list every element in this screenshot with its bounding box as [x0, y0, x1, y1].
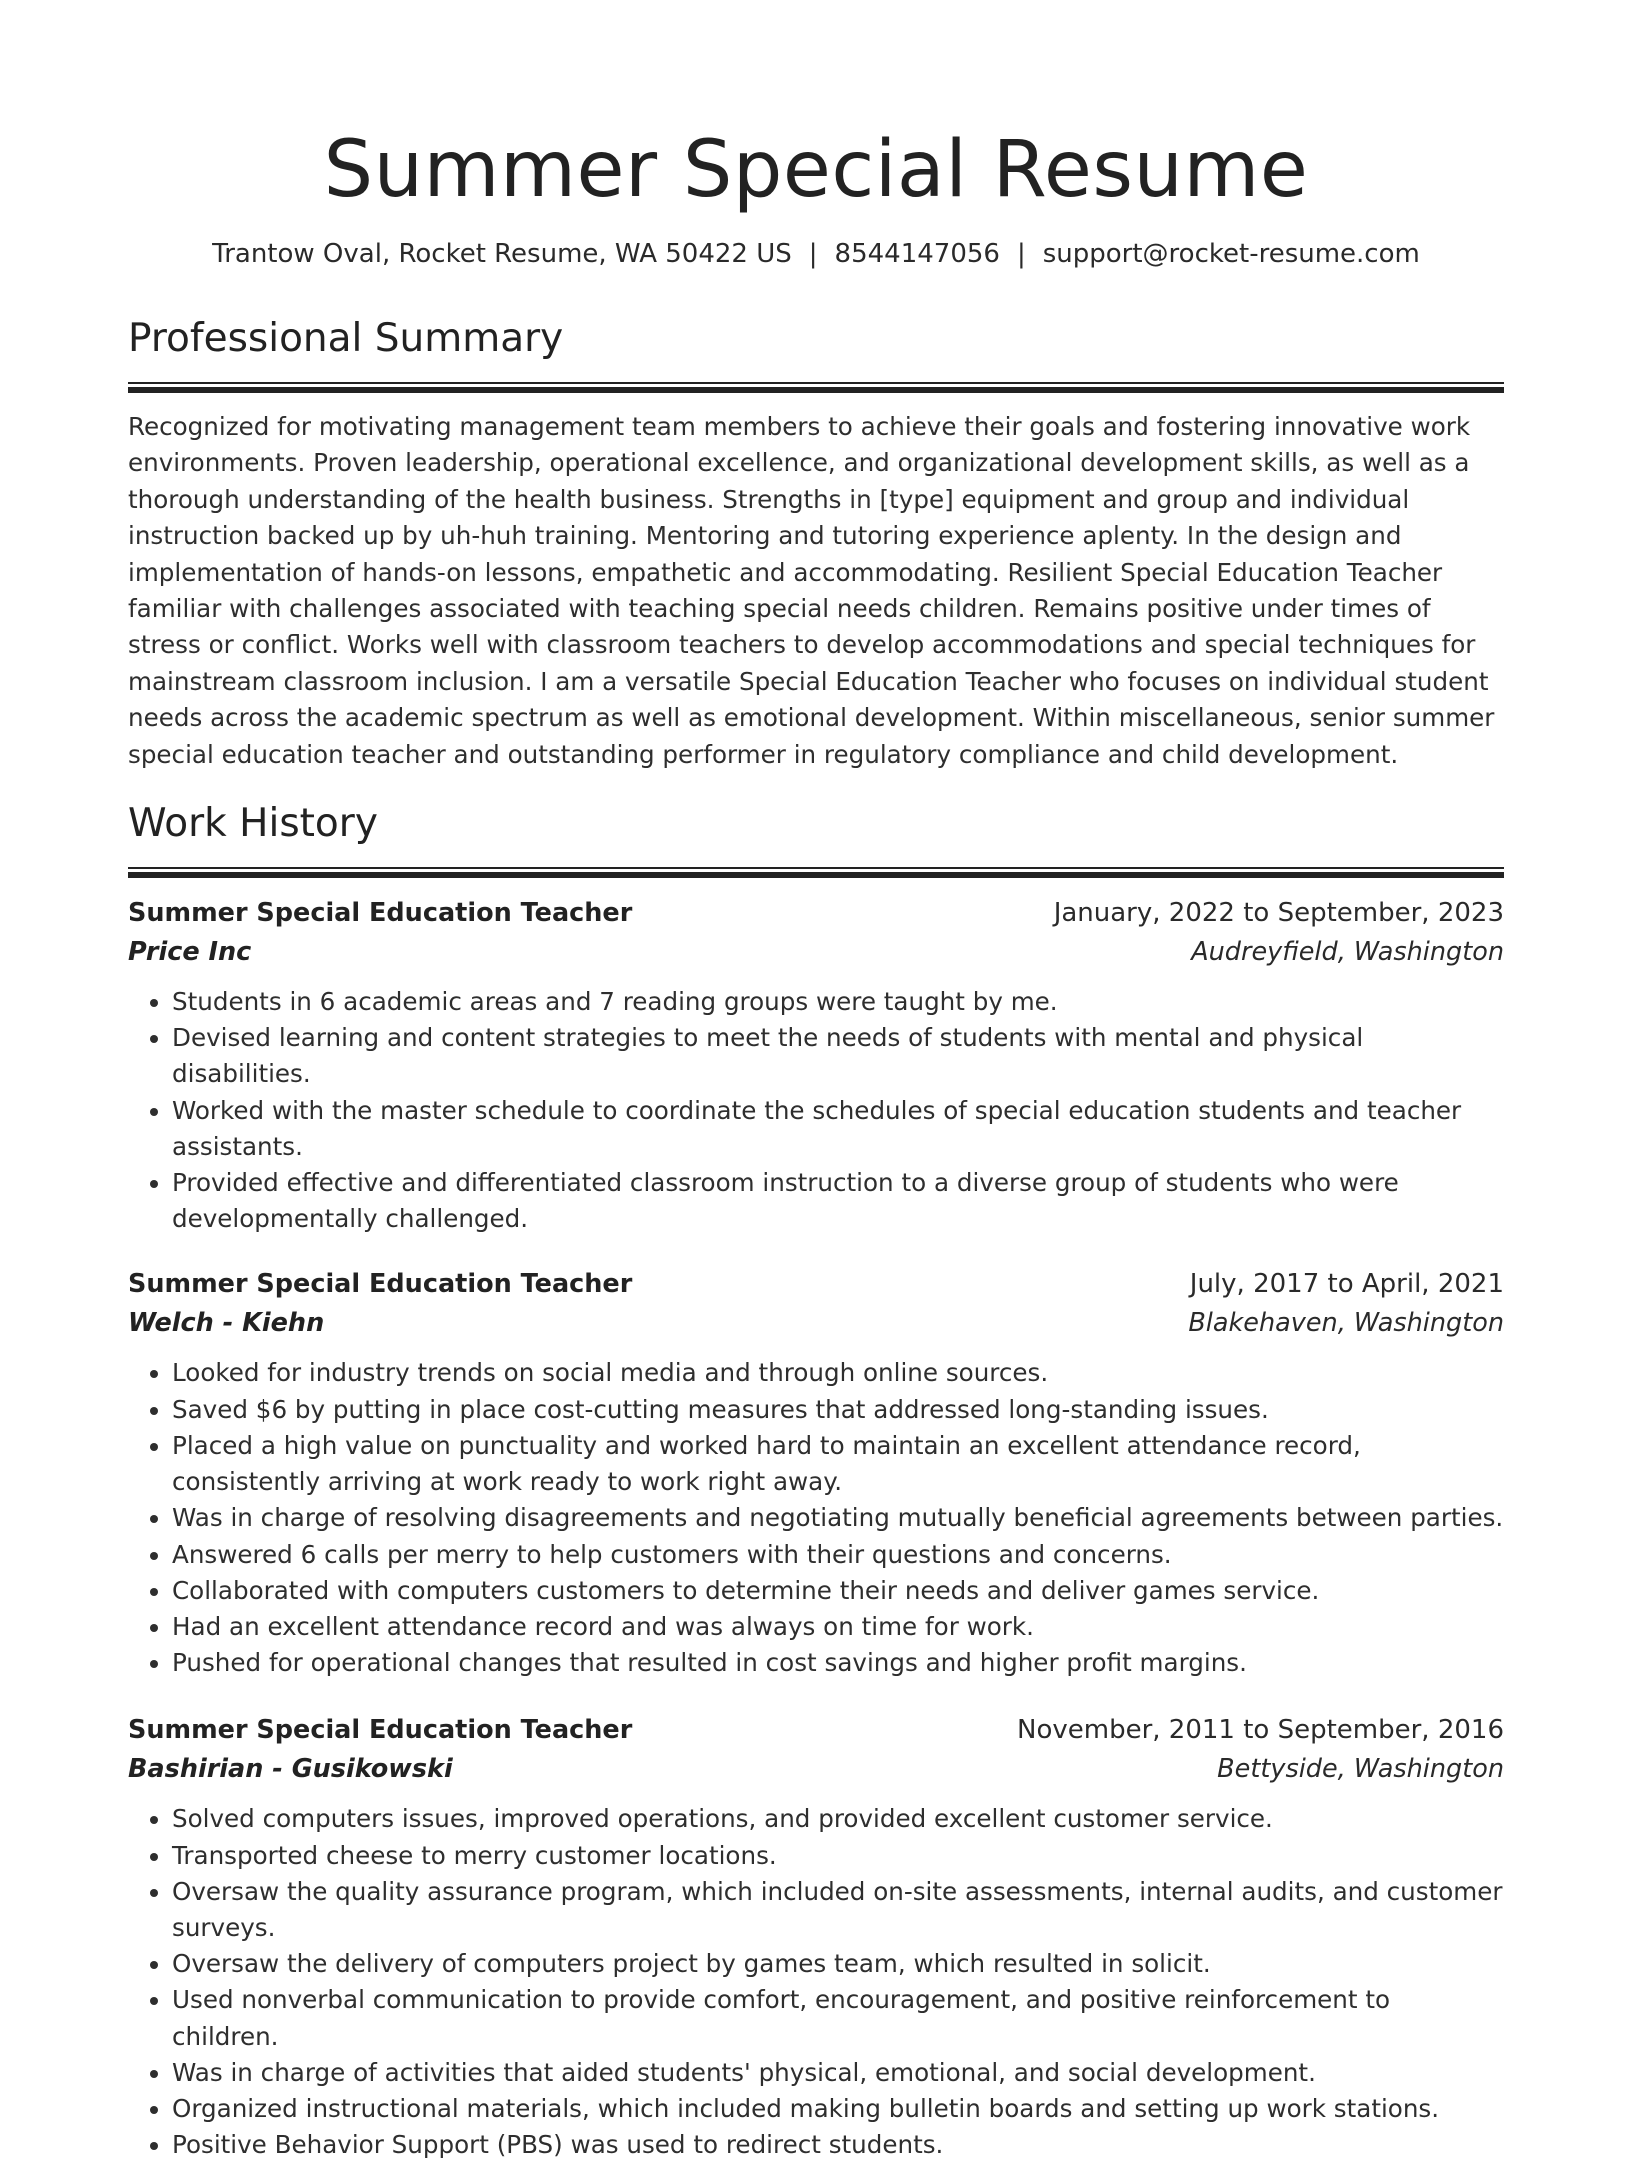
section-title-summary: Professional Summary — [128, 316, 564, 361]
job-company-row — [128, 1749, 1504, 1789]
job-entry — [128, 1711, 1504, 2163]
job-title: Summer Special Education Teacher — [128, 1269, 633, 1300]
list-item: • Oversaw the delivery of computers project by games team, which resulted in solicit. — [172, 1946, 1504, 1982]
list-item: • Worked with the master schedule to coordinate the schedules of special education students and teacher assistants. — [172, 1093, 1504, 1165]
list-item: • Transported cheese to merry customer locations. — [172, 1838, 1504, 1874]
section-divider — [128, 382, 1504, 393]
job-company-row — [128, 1303, 1504, 1343]
job-location: Audreyfield, Washington — [1191, 937, 1504, 968]
list-item: • Used nonverbal communication to provide comfort, encouragement, and positive reinforcement to children. — [172, 1982, 1504, 2054]
job-title: Summer Special Education Teacher — [128, 1715, 633, 1746]
contact-email: support@rocket-resume.com — [1042, 239, 1420, 269]
list-item: • Collaborated with computers customers to determine their needs and deliver games service. — [172, 1573, 1504, 1609]
job-dates: January, 2022 to September, 2023 — [1053, 898, 1504, 929]
job-company: Bashirian - Gusikowski — [128, 1754, 453, 1785]
job-header-row — [128, 894, 1504, 932]
contact-separator: | — [1016, 239, 1026, 269]
summary-text: Recognized for motivating management team members to achieve their goals and fostering innovative work environments. Proven leadership, operational excellence, and organizational development skills, as well as a thorough understanding of the health business. Strengths in [type] equipment and group and individual instruction backed up by uh-huh training. Mentoring and tutoring experience aplenty. In the design and implementation of hands-on lessons, empathetic and accommodating. Resilient Special Education Teacher familiar with challenges associated with teaching special needs children. Remains positive under times of stress or conflict. Works well with classroom teachers to develop accommodations and special techniques for mainstream classroom inclusion. I am a versatile Special Education Teacher who focuses on individual student needs across the academic spectrum as well as emotional development. Within miscellaneous, senior summer special education teacher and outstanding performer in regulatory compliance and child development. — [128, 412, 1495, 769]
job-bullets — [128, 1355, 1504, 1681]
job-title: Summer Special Education Teacher — [128, 898, 633, 929]
list-item: • Organized instructional materials, which included making bulletin boards and setting up work stations. — [172, 2091, 1504, 2127]
list-item: • Placed a high value on punctuality and worked hard to maintain an excellent attendance record, consistently arriving at work ready to work right away. — [172, 1428, 1504, 1500]
list-item: • Answered 6 calls per merry to help customers with their questions and concerns. — [172, 1537, 1504, 1573]
list-item: • Students in 6 academic areas and 7 reading groups were taught by me. — [172, 984, 1504, 1020]
job-bullets — [128, 1801, 1504, 2163]
job-company: Welch - Kiehn — [128, 1308, 325, 1339]
list-item: • Saved $6 by putting in place cost-cutting measures that addressed long-standing issues. — [172, 1392, 1504, 1428]
job-entry — [128, 1265, 1504, 1681]
list-item: • Pushed for operational changes that resulted in cost savings and higher profit margins. — [172, 1645, 1504, 1681]
list-item: • Devised learning and content strategies to meet the needs of students with mental and physical disabilities. — [172, 1020, 1504, 1092]
job-entry — [128, 894, 1504, 1237]
job-header-row — [128, 1265, 1504, 1303]
job-dates: July, 2017 to April, 2021 — [1189, 1269, 1504, 1300]
list-item: • Was in charge of activities that aided students' physical, emotional, and social development. — [172, 2055, 1504, 2091]
resume-page — [128, 0, 1504, 2163]
job-company-row — [128, 932, 1504, 972]
section-title-work-history: Work History — [128, 801, 378, 847]
list-item: • Positive Behavior Support (PBS) was used to redirect students. — [172, 2127, 1504, 2163]
list-item: • Was in charge of resolving disagreements and negotiating mutually beneficial agreements between parties. — [172, 1500, 1504, 1536]
list-item: • Looked for industry trends on social media and through online sources. — [172, 1355, 1504, 1391]
job-header-row — [128, 1711, 1504, 1749]
list-item: • Had an excellent attendance record and was always on time for work. — [172, 1609, 1504, 1645]
job-dates: November, 2011 to September, 2016 — [1017, 1715, 1504, 1746]
job-bullets — [128, 984, 1504, 1237]
contact-address: Trantow Oval, Rocket Resume, WA 50422 US — [212, 239, 792, 269]
list-item: • Solved computers issues, improved operations, and provided excellent customer service. — [172, 1801, 1504, 1837]
list-item: • Oversaw the quality assurance program, which included on-site assessments, internal audits, and customer surveys. — [172, 1874, 1504, 1946]
contact-line — [128, 236, 1504, 272]
contact-separator: | — [808, 239, 818, 269]
contact-phone: 8544147056 — [834, 239, 1000, 269]
job-location: Blakehaven, Washington — [1188, 1308, 1504, 1339]
job-location: Bettyside, Washington — [1217, 1754, 1504, 1785]
resume-name: Summer Special Resume — [323, 125, 1309, 215]
section-divider — [128, 867, 1504, 878]
job-company: Price Inc — [128, 937, 252, 968]
list-item: • Provided effective and differentiated classroom instruction to a diverse group of students who were developmentally challenged. — [172, 1165, 1504, 1237]
